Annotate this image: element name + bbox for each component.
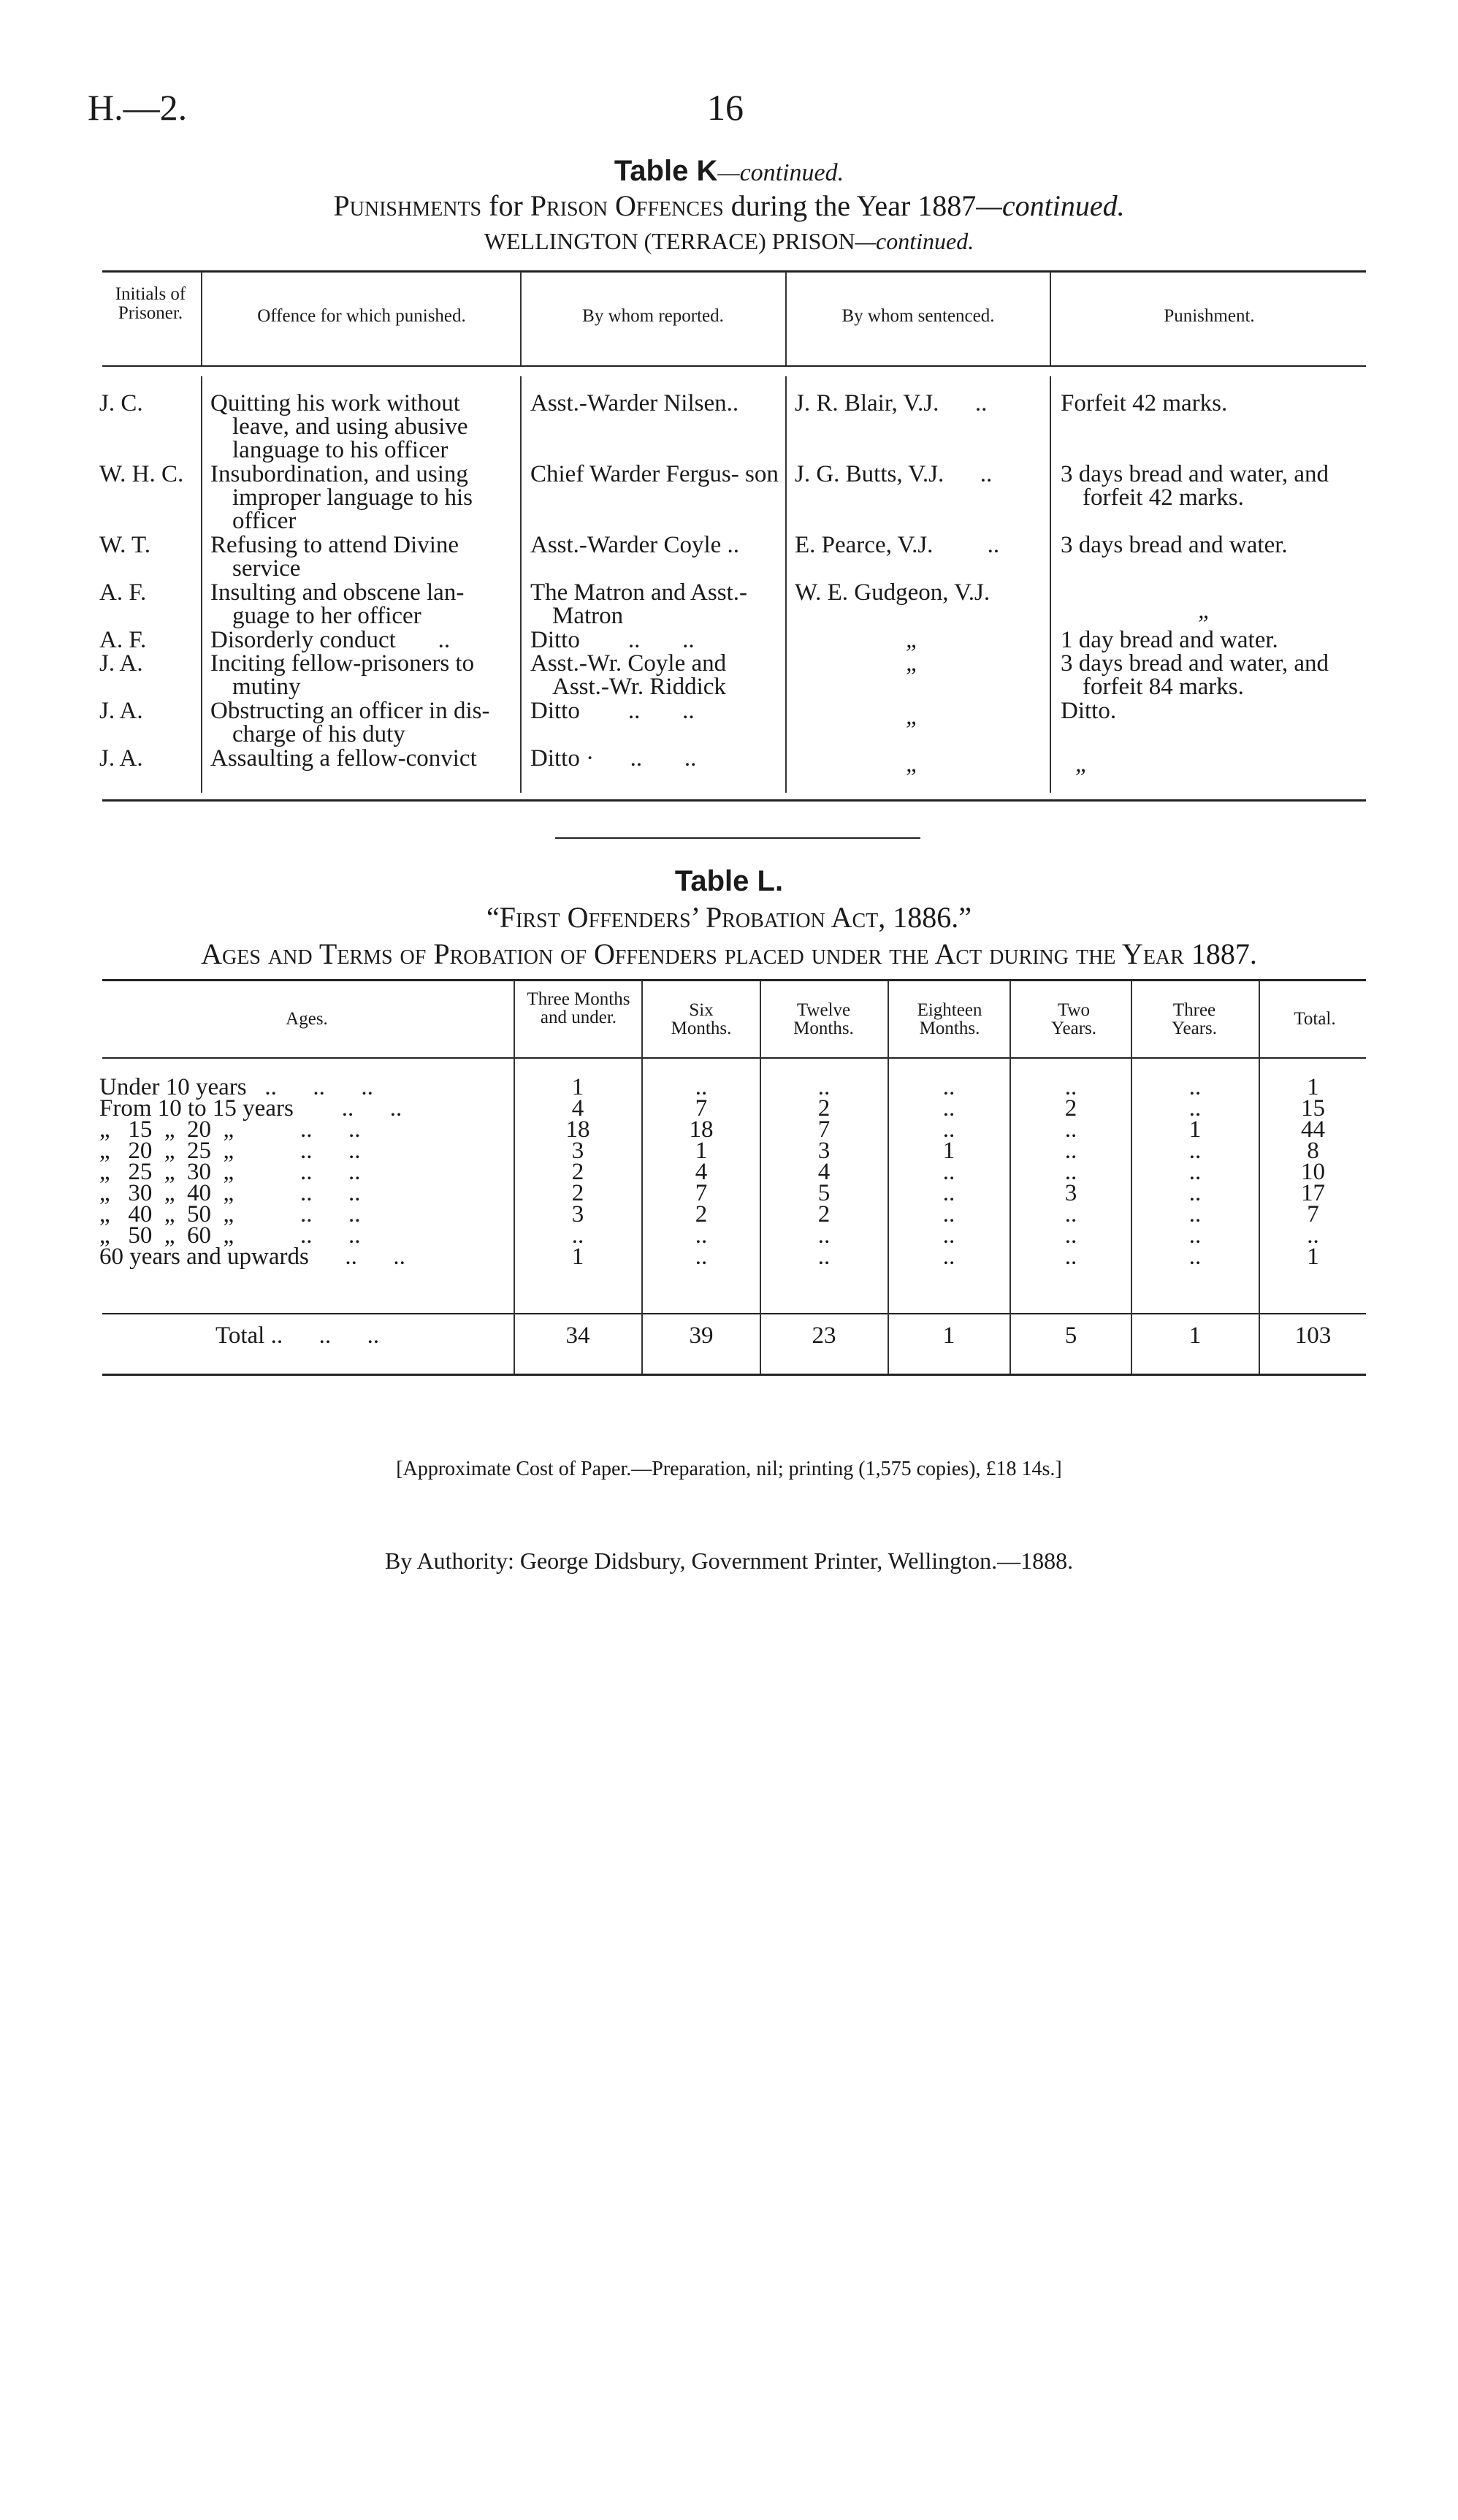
- subtitle-suffix: —continued.: [976, 189, 1125, 222]
- cell-sentenced: J. G. Butts, V.J. ..: [795, 461, 993, 487]
- cell-initials: J. A.: [99, 745, 143, 772]
- table-k-col-divider: [520, 376, 522, 793]
- prison-name: [0, 228, 1458, 255]
- cell-initials: J. C.: [99, 390, 143, 416]
- table-l-top-rule: [102, 979, 1366, 981]
- count-cell: ..: [942, 1116, 955, 1143]
- page-reference: H.—2.: [88, 87, 188, 128]
- cell-punishment: 3 days bread and water, and forfeit 84 marks.: [1061, 650, 1329, 700]
- age-range-label: „ 20 „ 25 „ .. ..: [99, 1138, 361, 1164]
- l-header-twelve-months: Twelve Months.: [793, 1000, 854, 1038]
- cell-reported: Ditto .. ..: [530, 627, 695, 653]
- count-cell: 7: [1307, 1201, 1319, 1227]
- table-k-col-divider: [520, 272, 522, 365]
- cell-offence: Disorderly conduct ..: [210, 627, 451, 653]
- cell-punishment: 3 days bread and water.: [1061, 532, 1288, 558]
- subtitle-prison-offences: Prison Offences: [530, 189, 724, 222]
- table-k-col-divider: [201, 376, 202, 793]
- cell-initials: W. T.: [99, 532, 150, 558]
- l-header-three-months: Three Months and under.: [527, 989, 630, 1027]
- count-cell: 44: [1301, 1116, 1325, 1143]
- count-cell: 2: [817, 1095, 831, 1122]
- count-cell: ..: [1188, 1138, 1202, 1164]
- cell-initials: W. H. C.: [99, 461, 184, 487]
- cell-punishment: Ditto.: [1061, 698, 1117, 724]
- cell-reported: Asst.-Wr. Coyle and Asst.-Wr. Riddick: [530, 650, 727, 700]
- count-cell: ..: [1188, 1159, 1202, 1185]
- count-cell: ..: [942, 1180, 955, 1206]
- cell-offence: Obstructing an officer in dis- charge of his duty: [210, 698, 490, 747]
- count-cell: 3: [571, 1138, 584, 1164]
- table-l-bottom-rule: [102, 1374, 1366, 1376]
- count-cell: 15: [1301, 1095, 1325, 1122]
- table-l-total-rule: [102, 1313, 1366, 1314]
- header-initials: Initials of Prisoner.: [115, 284, 186, 324]
- cell-initials: A. F.: [99, 627, 147, 653]
- count-cell: 5: [817, 1180, 831, 1206]
- count-cell: ..: [1064, 1138, 1077, 1164]
- count-cell: 1: [942, 1138, 955, 1164]
- cell-offence: Assaulting a fellow-convict: [210, 745, 477, 772]
- count-cell: 7: [695, 1180, 708, 1206]
- count-cell: 3: [1064, 1180, 1077, 1206]
- count-cell: ..: [1064, 1074, 1077, 1100]
- count-cell: 8: [1307, 1138, 1319, 1164]
- count-cell: ..: [1064, 1222, 1077, 1249]
- l-header-eighteen-months: Eighteen Months.: [917, 1000, 982, 1038]
- count-cell: 1: [1307, 1244, 1319, 1270]
- count-cell: 7: [695, 1095, 708, 1122]
- age-range-label: „ 15 „ 20 „ .. ..: [99, 1116, 361, 1143]
- cell-offence: Insulting and obscene lan- guage to her officer: [210, 579, 465, 629]
- count-cell: 10: [1301, 1159, 1325, 1185]
- cell-reported: Ditto .. ..: [530, 698, 695, 724]
- cell-reported: Asst.-Warder Coyle ..: [530, 532, 740, 558]
- count-cell: 4: [817, 1159, 831, 1185]
- count-cell: 2: [571, 1159, 584, 1185]
- table-l-header-rule: [102, 1057, 1366, 1059]
- count-cell: ..: [571, 1222, 584, 1249]
- cell-initials: J. A.: [99, 650, 143, 677]
- count-cell: 18: [565, 1116, 590, 1143]
- table-l-subtitle: Ages and Terms of Probation of Offenders placed under the Act during the Year 1887.: [201, 937, 1257, 970]
- cell-reported: Ditto · .. ..: [530, 745, 697, 772]
- count-cell: 3: [571, 1201, 584, 1227]
- cell-reported: Asst.-Warder Nilsen..: [530, 390, 739, 416]
- table-l-act: “First Offenders’ Probation Act, 1886.”: [486, 901, 972, 934]
- cell-initials: A. F.: [99, 579, 147, 606]
- cell-sentenced: „: [906, 751, 920, 777]
- count-cell: ..: [1188, 1201, 1202, 1227]
- header-reported: By whom reported.: [582, 306, 724, 326]
- table-k-top-rule: [102, 270, 1366, 273]
- count-cell: ..: [695, 1222, 708, 1249]
- count-cell: 2: [1064, 1095, 1077, 1122]
- count-cell: 2: [695, 1201, 708, 1227]
- count-cell: ..: [817, 1222, 831, 1249]
- cell-sentenced: J. R. Blair, V.J. ..: [795, 390, 988, 416]
- cell-sentenced: W. E. Gudgeon, V.J.: [795, 579, 991, 606]
- cell-punishment: 3 days bread and water, and forfeit 42 marks.: [1061, 461, 1329, 511]
- l-header-six-months: Six Months.: [671, 1000, 732, 1038]
- total-cell: 39: [689, 1322, 714, 1349]
- cell-reported: Chief Warder Fergus- son: [530, 461, 779, 487]
- total-cell: 1: [1188, 1322, 1202, 1349]
- header-punishment: Punishment.: [1164, 306, 1255, 326]
- count-cell: ..: [1188, 1244, 1202, 1270]
- count-cell: 1: [571, 1244, 584, 1270]
- cell-punishment: „: [1198, 598, 1212, 624]
- count-cell: ..: [1188, 1095, 1202, 1122]
- table-l-title: Table L.: [674, 865, 784, 897]
- cost-footnote: [Approximate Cost of Paper.—Preparation, nil; printing (1,575 copies), £18 14s.]: [396, 1458, 1062, 1480]
- count-cell: ..: [942, 1222, 955, 1249]
- count-cell: ..: [942, 1244, 955, 1270]
- printer-imprint: By Authority: George Didsbury, Government Printer, Wellington.—1888.: [384, 1548, 1074, 1574]
- age-range-label: 60 years and upwards .. ..: [99, 1244, 405, 1270]
- cell-offence: Refusing to attend Divine service: [210, 532, 459, 582]
- table-k-title-suffix: —continued.: [717, 159, 844, 186]
- l-header-two-years: Two Years.: [1050, 1000, 1097, 1038]
- count-cell: 2: [817, 1201, 831, 1227]
- count-cell: ..: [1188, 1180, 1202, 1206]
- cell-punishment: „: [1075, 751, 1089, 777]
- l-header-three-years: Three Years.: [1171, 1000, 1218, 1038]
- count-cell: 2: [571, 1180, 584, 1206]
- cell-punishment: Forfeit 42 marks.: [1061, 390, 1228, 416]
- cell-offence: Quitting his work without leave, and using abusive language to his officer: [210, 390, 468, 463]
- cell-sentenced: „: [906, 627, 920, 653]
- table-k-header-rule: [102, 365, 1366, 367]
- total-cell: 103: [1294, 1322, 1332, 1349]
- total-label: Total .. .. ..: [215, 1322, 380, 1349]
- count-cell: ..: [942, 1074, 955, 1100]
- section-separator: [555, 837, 920, 839]
- cell-offence: Inciting fellow-prisoners to mutiny: [210, 650, 475, 700]
- count-cell: 1: [1188, 1116, 1202, 1143]
- age-range-label: From 10 to 15 years .. ..: [99, 1095, 402, 1122]
- cell-sentenced: „: [906, 704, 920, 730]
- count-cell: ..: [942, 1201, 955, 1227]
- total-cell: 34: [565, 1322, 590, 1349]
- count-cell: ..: [1064, 1159, 1077, 1185]
- table-k-title: [0, 155, 1458, 188]
- count-cell: 4: [571, 1095, 584, 1122]
- count-cell: ..: [1064, 1201, 1077, 1227]
- cell-offence: Insubordination, and using improper language to his officer: [210, 461, 473, 534]
- header-offence: Offence for which punished.: [257, 306, 466, 326]
- table-k-col-divider: [1050, 272, 1051, 365]
- table-k-col-divider: [785, 272, 787, 365]
- table-k-bottom-rule: [102, 799, 1366, 802]
- table-k-title-text: Table K: [614, 155, 718, 187]
- age-range-label: „ 30 „ 40 „ .. ..: [99, 1180, 361, 1206]
- count-cell: 7: [817, 1116, 831, 1143]
- count-cell: ..: [1307, 1222, 1319, 1249]
- l-header-ages: Ages.: [286, 1009, 328, 1029]
- table-k-col-divider: [785, 376, 787, 793]
- prison-name-text: WELLINGTON (TERRACE) PRISON: [484, 228, 855, 254]
- age-range-label: „ 25 „ 30 „ .. ..: [99, 1159, 361, 1185]
- count-cell: 3: [817, 1138, 831, 1164]
- header-sentenced: By whom sentenced.: [841, 306, 995, 326]
- count-cell: ..: [1064, 1116, 1077, 1143]
- count-cell: 17: [1301, 1180, 1325, 1206]
- l-header-total: Total.: [1294, 1009, 1336, 1029]
- table-k-col-divider: [1050, 376, 1051, 793]
- cell-sentenced: E. Pearce, V.J. ..: [795, 532, 1000, 558]
- count-cell: 1: [695, 1138, 708, 1164]
- count-cell: 1: [571, 1074, 584, 1100]
- subtitle-year: during the Year 1887: [730, 189, 977, 222]
- subtitle-for: for: [489, 189, 523, 222]
- age-range-label: „ 50 „ 60 „ .. ..: [99, 1222, 361, 1249]
- table-k-subtitle: [0, 189, 1458, 223]
- count-cell: ..: [817, 1074, 831, 1100]
- cell-sentenced: „: [906, 650, 920, 677]
- count-cell: 1: [1307, 1074, 1319, 1100]
- count-cell: 4: [695, 1159, 708, 1185]
- cell-initials: J. A.: [99, 698, 143, 724]
- total-cell: 1: [942, 1322, 955, 1349]
- count-cell: ..: [1188, 1222, 1202, 1249]
- cell-punishment: 1 day bread and water.: [1061, 627, 1278, 653]
- count-cell: ..: [817, 1244, 831, 1270]
- age-range-label: Under 10 years .. .. ..: [99, 1074, 373, 1100]
- cell-reported: The Matron and Asst.- Matron: [530, 579, 747, 629]
- count-cell: ..: [695, 1244, 708, 1270]
- count-cell: ..: [1064, 1244, 1077, 1270]
- total-cell: 23: [812, 1322, 836, 1349]
- table-k-col-divider: [201, 272, 202, 365]
- count-cell: ..: [695, 1074, 708, 1100]
- prison-name-suffix: —continued.: [855, 228, 974, 254]
- count-cell: ..: [942, 1159, 955, 1185]
- count-cell: 18: [689, 1116, 714, 1143]
- count-cell: ..: [1188, 1074, 1202, 1100]
- subtitle-punishments: Punishments: [333, 189, 482, 222]
- age-range-label: „ 40 „ 50 „ .. ..: [99, 1201, 361, 1227]
- page-number: 16: [707, 87, 744, 128]
- total-cell: 5: [1064, 1322, 1077, 1349]
- count-cell: ..: [942, 1095, 955, 1122]
